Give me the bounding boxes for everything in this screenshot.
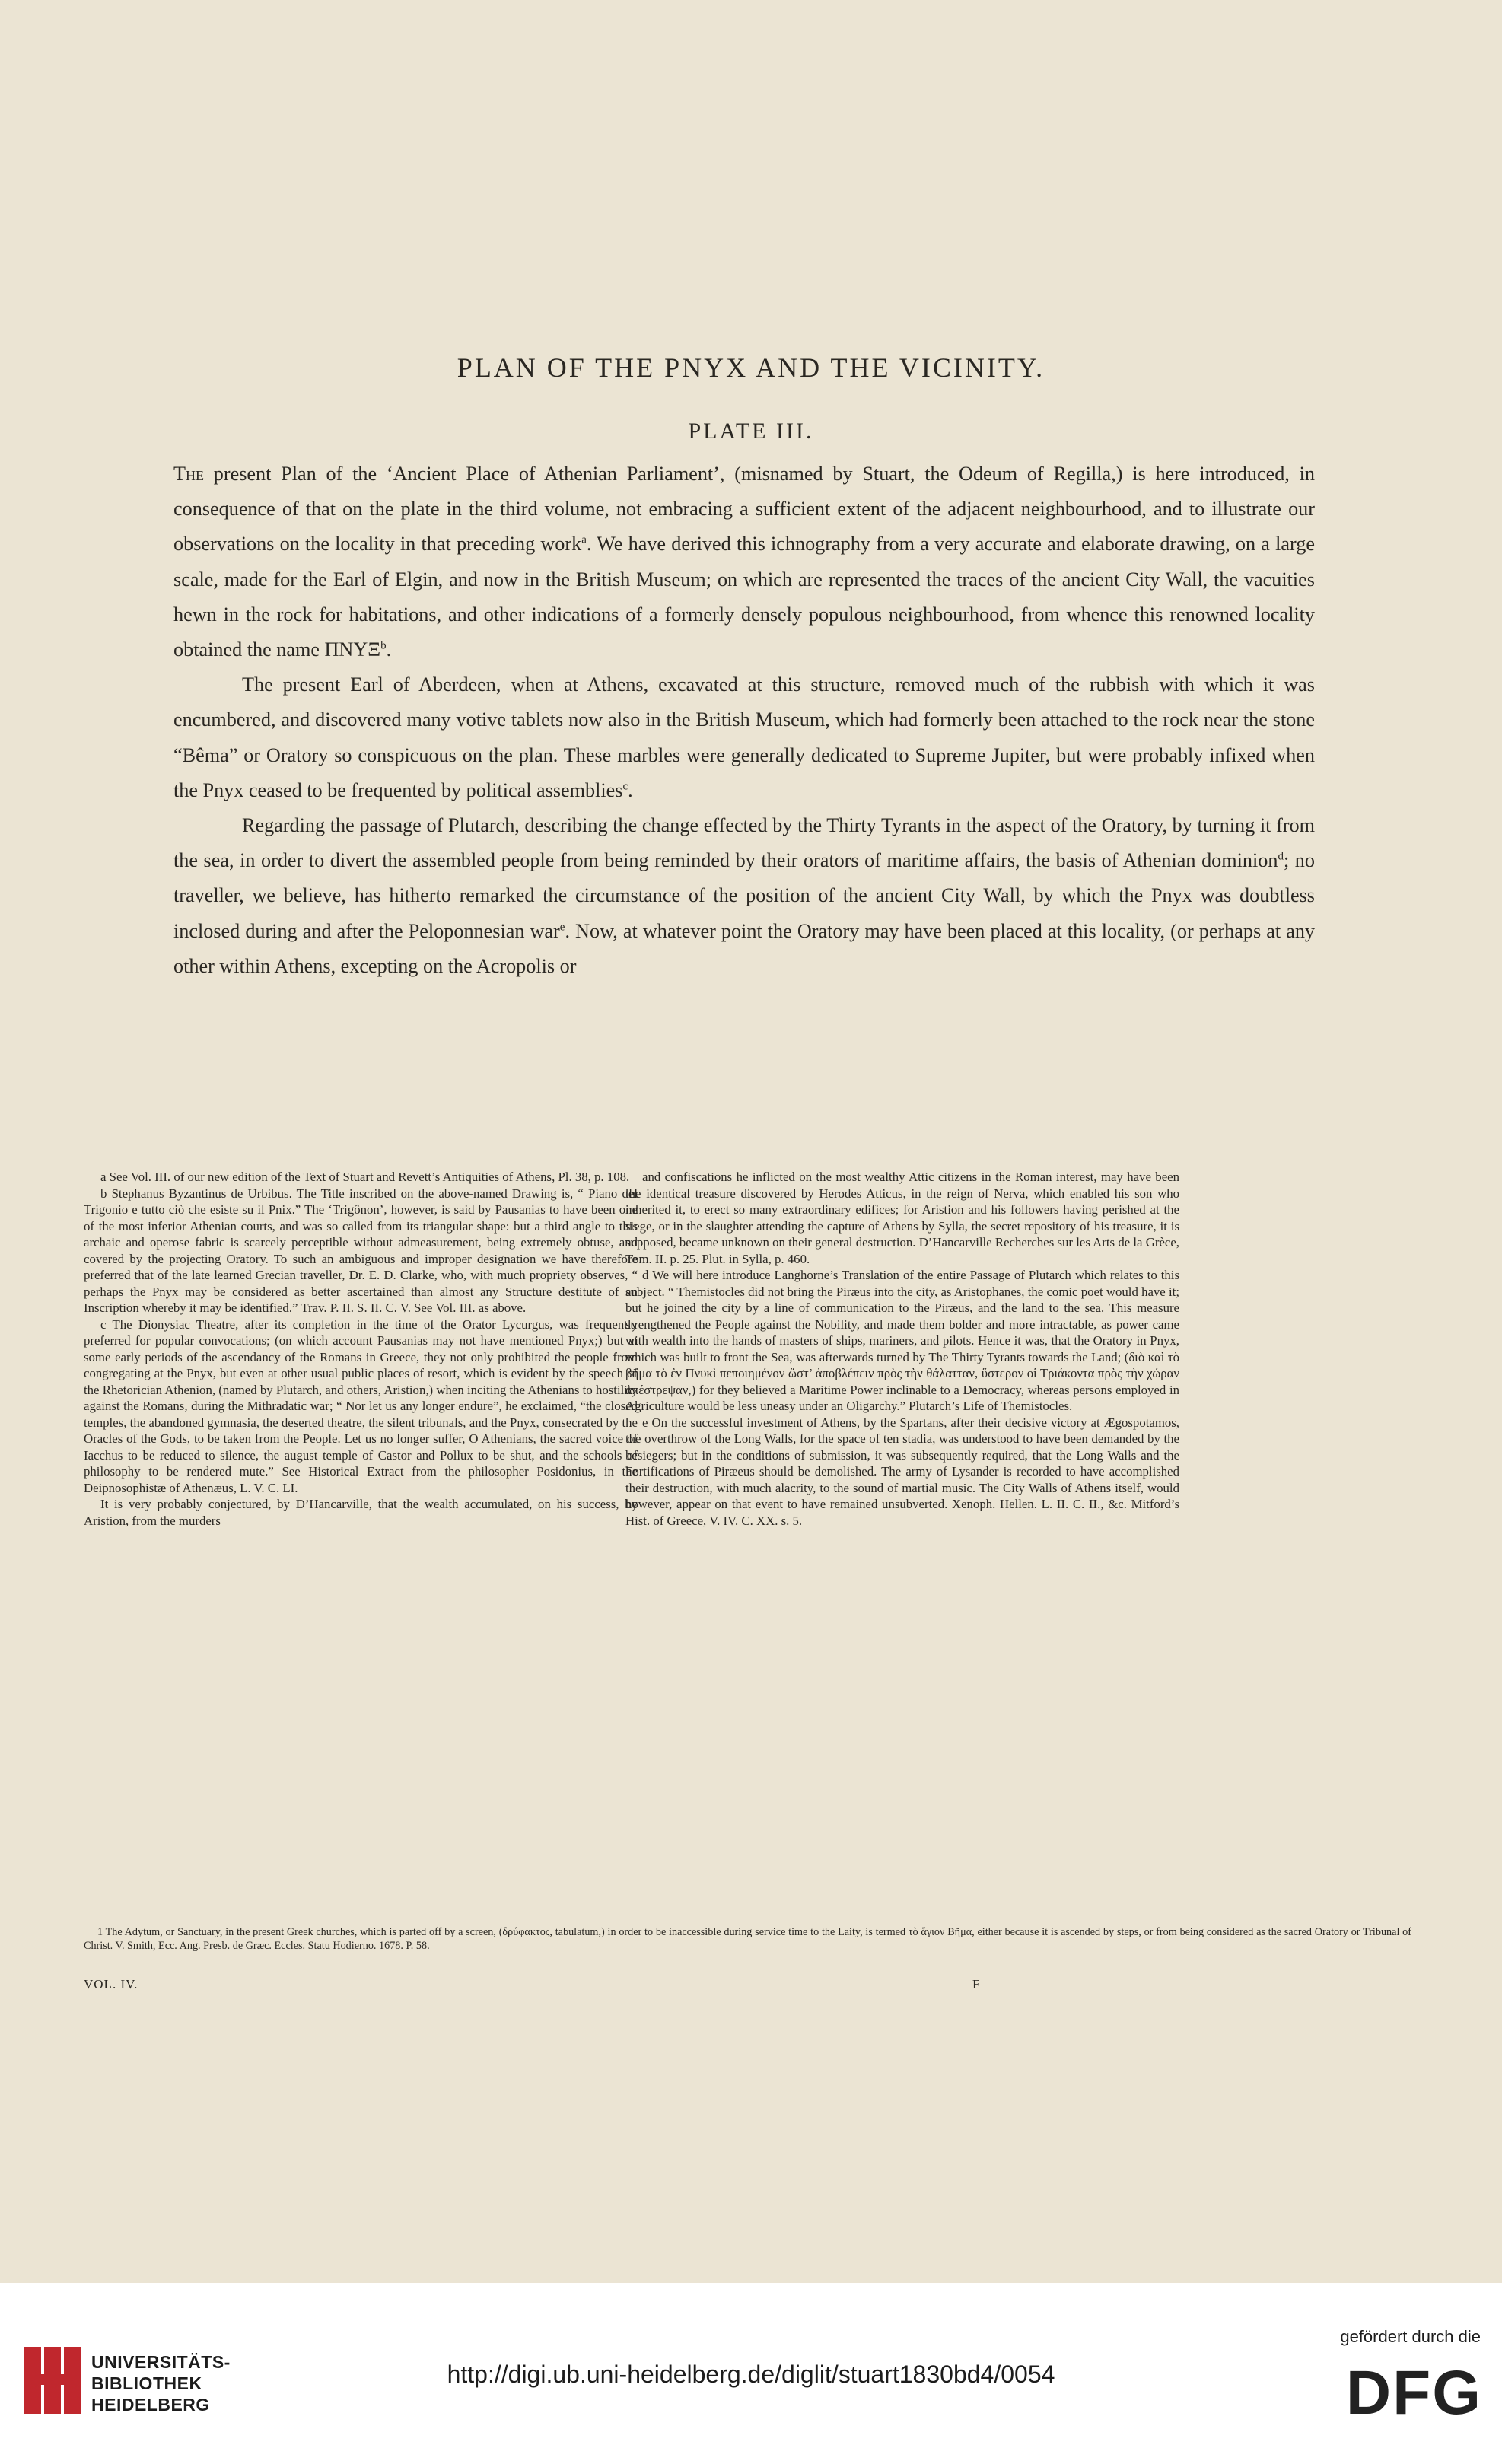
note-ref-d: d [1278,850,1284,863]
note-ref-a: a [581,533,587,546]
note: It is very probably conjectured, by D’Hancarville, that the wealth accumulated, on his success, by Aristion, from the murders [84,1497,638,1528]
paragraph-2 [173,667,1315,808]
main-text [173,457,1315,984]
note: c The Dionysiac Theatre, after its completion in the time of the Orator Lycurgus, was frequently preferred for popular convocations; (on which account Pausanias may not have mentioned Pnyx;) but at some early periods of the ascendancy of the Romans in Greece, they not only prohibited the people from congregating at the Pnyx, but even at other usual public places of resort, which is evident by the speech of the Rhetorician Athenion, (named by Plutarch, and others, Aristion,) when inciting the Athenians to hostility against the Romans, during the Mithradatic war; “ Nor let us any longer endure”, he exclaimed, “the closed temples, the abandoned gymnasia, the deserted theatre, the silent tribunals, and the Pnyx, consecrated by the Oracles of the Gods, to be taken from the People. Let us no longer suffer, O Athenians, the sacred voice of Iacchus to be reduced to silence, the august temple of Castor and Pollux to be shut, and the schools of philosophy to be rendered mute.” See Historical Extract from the philosopher Posidonius, in the Deipnosophistæ of Athenæus, L. V. C. LI. [84,1316,638,1495]
library-name-line: HEIDELBERG [91,2395,210,2415]
plate-heading: PLATE III. [688,419,814,444]
footnote-text: 1 The Adytum, or Sanctuary, in the present Greek churches, which is parted off by a screen, (δρύφακτος, tabulatum,) in order to be inaccessible during service time to the Laity, is termed τὸ ἅγιον Βῆμα, either because it is ascended by steps, or from being considered as the sacred Oratory or Tribunal of Christ. V. Smith, Ecc. Ang. Presb. de Græc. Eccles. Statu Hodierno. 1678. P. 58. [84,1926,1411,1952]
p3b-text: ; no traveller, we believe, has hitherto remarked the circumstance of the position of the ancient City Wall, by which the Pnyx was doubtless inclosed during and after the Peloponnesian war [173,849,1315,942]
bottom-footnote [84,1925,1411,1953]
lead-word: The [173,463,204,485]
notes-left-column [84,1169,638,1529]
volume-signature: VOL. IV. [84,1977,138,1991]
p2-text: The present Earl of Aberdeen, when at Athens, excavated at this structure, removed much of the rubbish with which it was encumbered, and discovered many votive tablets now also in the British Museum, which had formerly been attached to the rock near the stone “Bêma” or Oratory so conspicuous on the plan. These marbles were generally dedicated to Supreme Jupiter, but were probably infixed when the Pnyx ceased to be frequented by political assemblies [173,673,1315,801]
note-ref-e: e [559,920,565,933]
p1-text: present Plan of the ‘Ancient Place of Athenian Parliament’, (misnamed by Stuart, the Odeum of Regilla,) is here introduced, in consequence of that on the plate in the third volume, not embracing a sufficient extent of the adjacent neighbourhood, and to illustrate our observations on the locality in that preceding work [173,463,1315,556]
p3c-text: . Now, at whatever point the Oratory may have been placed at this locality, (or perhaps at any other within Athens, excepting on the Acropolis or [173,919,1316,977]
note: e On the successful investment of Athens, by the Spartans, after their decisive victory at Ægospotamos, the overthrow of the Long Walls, for the space of ten stadia, was understood to have been demanded by the besiegers; but in the conditions of submission, it was subsequently required, that the Long Walls and the Fortifications of Piræeus should be demolished. The army of Lysander is recorded to have accomplished their destruction, with much alacrity, to the sound of martial music. The City Walls of Athens itself, would however, appear on that event to have remained unsubverted. Xenoph. Hellen. L. II. C. II., &c. Mitford’s Hist. of Greece, V. IV. C. XX. s. 5. [625,1415,1179,1528]
p2b-text: . [628,778,633,801]
paragraph-3 [173,808,1315,984]
note: a See Vol. III. of our new edition of the Text of Stuart and Revett’s Antiquities of Athens, Pl. 38, p. 108. [100,1170,630,1184]
p1c-text: . [386,638,392,661]
note: d We will here introduce Langhorne’s Translation of the entire Passage of Plutarch which relates to this subject. “ Themistocles did not bring the Piræus into the city, as Aristophanes, the comic poet would have it; but he joined the city by a line of communication to the Piræus, and the land to the sea. This measure strengthened the People against the Nobility, and made them bolder and more intractable, as power came with wealth into the hands of masters of ships, mariners, and pilots. Hence it was, that the Oratory in Pnyx, which was built to front the Sea, was afterwards turned by The Thirty Tyrants towards the Land; (διὸ καὶ τὸ βῆμα τὸ ἐν Πνυκὶ πεποιημένον ὥστ’ ἀποβλέπειν πρὸς τὴν θάλατταν, ὕστερον οἱ Τριάκοντα πρὸς τὴν χώραν ἀπέστρεψαν,) for they believed a Maritime Power inclinable to a Democracy, whereas persons employed in Agriculture would be less uneasy under an Oligarchy.” Plutarch’s Life of Themistocles. [625,1268,1179,1413]
note: b Stephanus Byzantinus de Urbibus. The Title inscribed on the above-named Drawing is, “ Piano del Trigonio e tutto ciò che esiste su il Pnix.” The ‘Trigônon’, however, is said by Pausanias to have been one of the most inferior Athenian courts, and was so called from its triangular shape: but a third angle to this archaic and operose fabric is scarcely perceptible without admeasurement, being extremely obtuse, and covered by the projecting Oratory. To such an ambiguous and improper designation we have therefore preferred that of the late learned Grecian traveller, Dr. E. D. Clarke, who, with much propriety observes, “ perhaps the Pnyx may be considered as better ascertained than almost any Structure destitute of an Inscription whereby it may be identified.” Trav. P. II. S. II. C. V. See Vol. III. as above. [84,1186,638,1315]
sheet-signature: F [972,1977,980,1991]
note: and confiscations he inflicted on the most wealthy Attic citizens in the Roman interest, may have been the identical treasure discovered by Herodes Atticus, in the reign of Nerva, which enabled his son who inherited it, to erect so many extraordinary edifices; for Aristion and his followers having perished at the siege, or in the slaughter attending the capture of Athens by Sylla, the secret repository of his treasure, it is supposed, became unknown on their general destruction. D’Hancarville Recherches sur les Arts de la Grèce, Tom. II. p. 25. Plut. in Sylla, p. 460. [625,1170,1179,1266]
funded-by-label: gefördert durch die [1340,2327,1481,2346]
dfg-logo: DFG [1345,2358,1482,2427]
library-name-line: BIBLIOTHEK [91,2373,202,2393]
digitization-footer [0,2283,1502,2464]
page-title: PLAN OF THE PNYX AND THE VICINITY. [457,352,1045,383]
library-name-line: UNIVERSITÄTS- [91,2352,231,2372]
notes-right-column [625,1169,1179,1529]
p3-text: Regarding the passage of Plutarch, describing the change effected by the Thirty Tyrants in the aspect of the Oratory, by turning it from the sea, in order to divert the assembled people from being reminded by their orators of maritime affairs, the basis of Athenian dominion [173,814,1315,872]
note-ref-b: b [380,639,387,652]
note-ref-c: c [622,780,628,793]
p1b-text: . We have derived this ichnography from a very accurate and elaborate drawing, on a large scale, made for the Earl of Elgin, and now in the British Museum; on which are represented the traces of the ancient City Wall, the vacuities hewn in the rock for habitations, and other indications of a formerly densely populous neighbourhood, from whence this renowned locality obtained the name ΠΝΥΞ [173,533,1315,661]
permalink-url[interactable]: http://digi.ub.uni-heidelberg.de/diglit/stuart1830bd4/0054 [447,2361,1055,2388]
paragraph-1 [173,457,1315,667]
